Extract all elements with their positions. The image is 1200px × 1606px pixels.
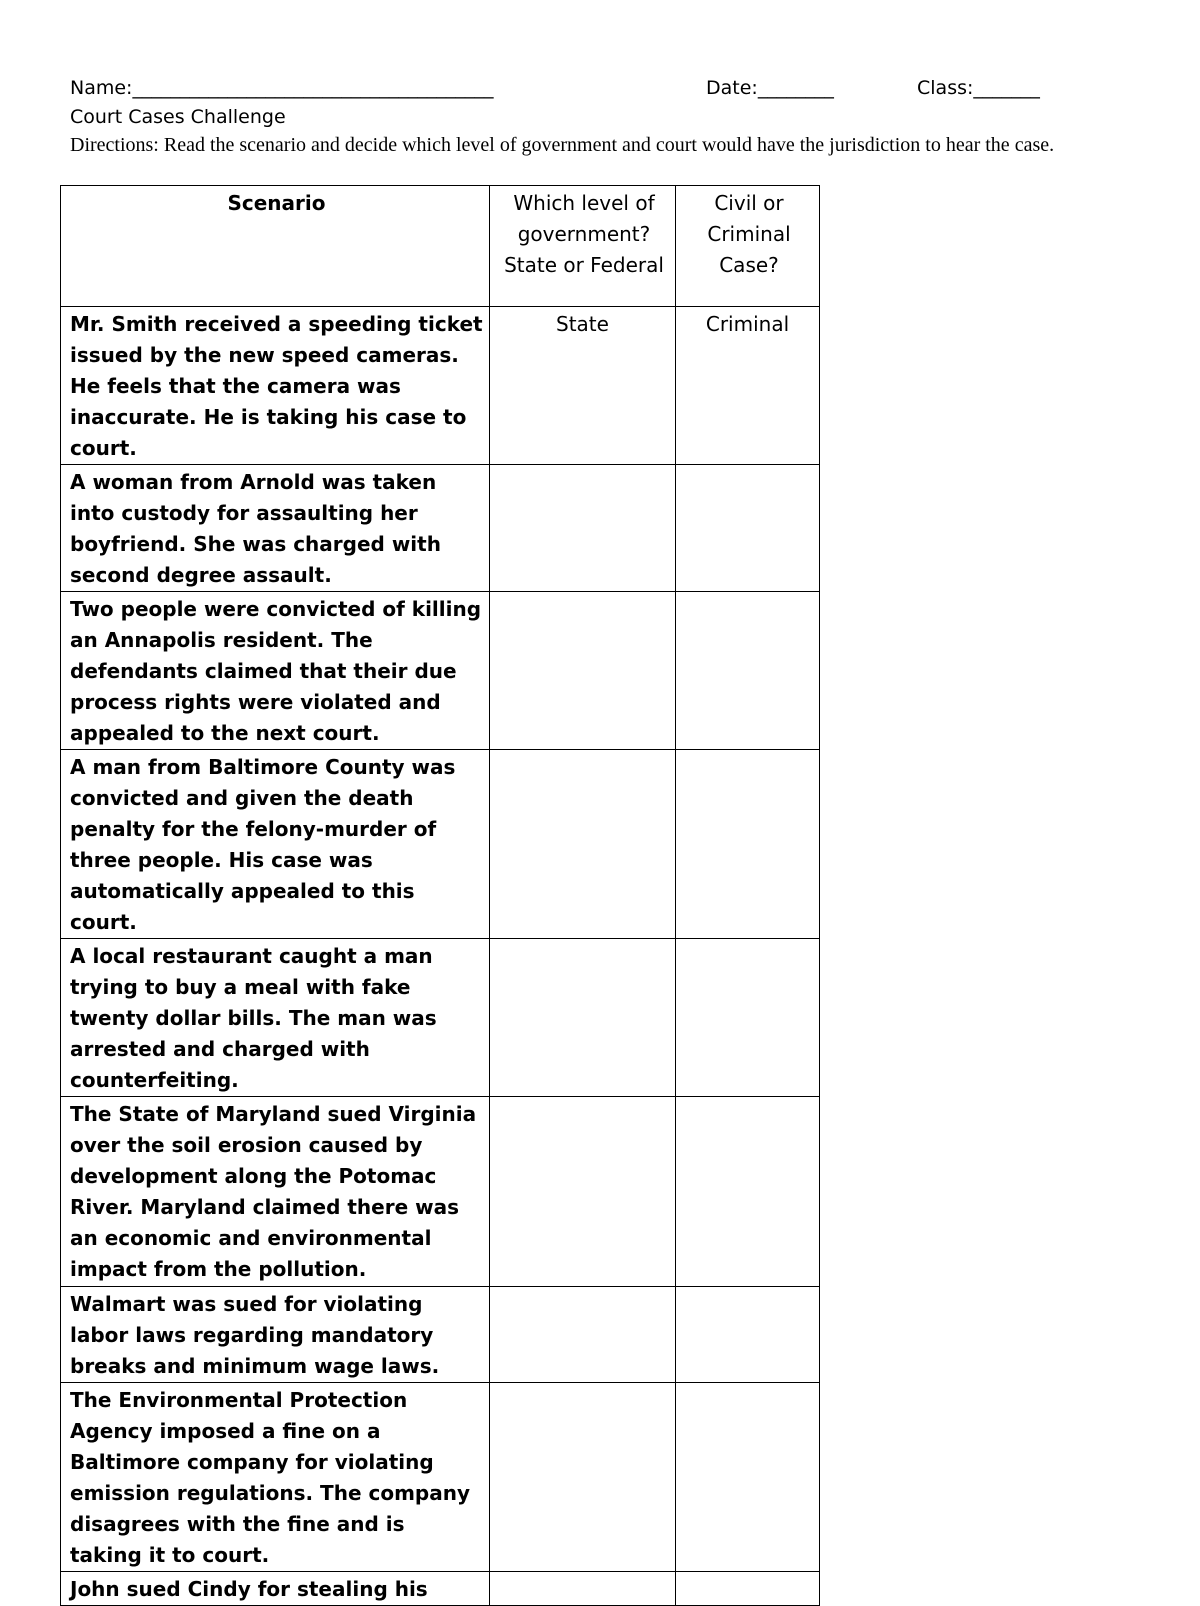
scenario-cell: Two people were convicted of killing an Annapolis resident. The defendants claimed that their due process rights were violated and appealed to the next court. bbox=[61, 592, 490, 750]
table-row bbox=[61, 592, 820, 750]
table-row bbox=[61, 1383, 820, 1572]
column-header-scenario: Scenario bbox=[61, 186, 490, 307]
government-level-cell[interactable] bbox=[490, 465, 676, 592]
table-row bbox=[61, 1287, 820, 1383]
directions-text: Directions: Read the scenario and decide which level of government and court would have the jurisdiction to hear the case. bbox=[70, 134, 1055, 156]
case-type-cell[interactable] bbox=[676, 1572, 820, 1606]
class-field[interactable]: Class:_______ bbox=[917, 77, 1040, 99]
government-level-cell[interactable] bbox=[490, 1287, 676, 1383]
table-row bbox=[61, 1572, 820, 1606]
case-type-cell[interactable]: Criminal bbox=[676, 307, 820, 465]
table-row bbox=[61, 465, 820, 592]
scenario-cell: The Environmental Protection Agency imposed a fine on a Baltimore company for violating emission regulations. The company disagrees with the fine and is taking it to court. bbox=[61, 1383, 490, 1572]
table-row bbox=[61, 1097, 820, 1287]
case-type-cell[interactable] bbox=[676, 750, 820, 939]
scenario-cell: The State of Maryland sued Virginia over the soil erosion caused by development along the Potomac River. Maryland claimed there was an economic and environmental impact from the pollution. bbox=[61, 1097, 490, 1287]
table-row bbox=[61, 750, 820, 939]
table-row bbox=[61, 307, 820, 465]
scenario-cell: A man from Baltimore County was convicted and given the death penalty for the felony-murder of three people. His case was automatically appealed to this court. bbox=[61, 750, 490, 939]
government-level-cell[interactable] bbox=[490, 1383, 676, 1572]
table-header-row bbox=[61, 186, 820, 307]
government-level-cell[interactable] bbox=[490, 1572, 676, 1606]
header-fields bbox=[70, 74, 1110, 102]
case-type-cell[interactable] bbox=[676, 1287, 820, 1383]
date-field[interactable]: Date:________ bbox=[706, 77, 834, 99]
scenario-cell: A woman from Arnold was taken into custody for assaulting her boyfriend. She was charged with second degree assault. bbox=[61, 465, 490, 592]
table-row bbox=[61, 939, 820, 1097]
column-header-government-level: Which level of government? State or Federal bbox=[490, 186, 676, 307]
government-level-cell[interactable] bbox=[490, 592, 676, 750]
government-level-cell[interactable] bbox=[490, 1097, 676, 1287]
name-field[interactable]: Name:______________________________________ bbox=[70, 77, 494, 99]
government-level-cell[interactable]: State bbox=[490, 307, 676, 465]
case-type-cell[interactable] bbox=[676, 465, 820, 592]
scenario-cell: John sued Cindy for stealing his bbox=[61, 1572, 490, 1606]
worksheet-title: Court Cases Challenge bbox=[70, 106, 286, 128]
column-header-case-type: Civil or Criminal Case? bbox=[676, 186, 820, 307]
scenario-cell: Walmart was sued for violating labor laws regarding mandatory breaks and minimum wage laws. bbox=[61, 1287, 490, 1383]
scenario-cell: A local restaurant caught a man trying to buy a meal with fake twenty dollar bills. The man was arrested and charged with counterfeiting. bbox=[61, 939, 490, 1097]
scenario-cell: Mr. Smith received a speeding ticket issued by the new speed cameras. He feels that the camera was inaccurate. He is taking his case to court. bbox=[61, 307, 490, 465]
government-level-cell[interactable] bbox=[490, 939, 676, 1097]
case-type-cell[interactable] bbox=[676, 592, 820, 750]
case-type-cell[interactable] bbox=[676, 1383, 820, 1572]
court-cases-table bbox=[60, 185, 820, 1606]
government-level-cell[interactable] bbox=[490, 750, 676, 939]
case-type-cell[interactable] bbox=[676, 1097, 820, 1287]
case-type-cell[interactable] bbox=[676, 939, 820, 1097]
